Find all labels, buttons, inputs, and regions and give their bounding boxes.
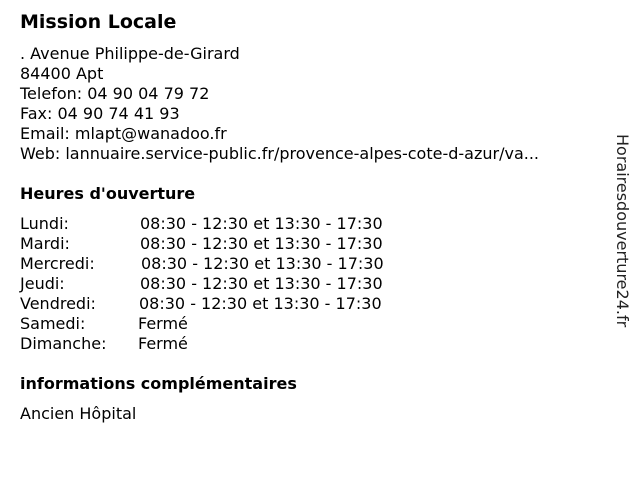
website-link: Web: lannuaire.service-public.fr/provence-alpes-cote-d-azur/va... [20,144,539,163]
additional-info-text: Ancien Hôpital [20,404,137,423]
day-label: Lundi: [20,214,69,233]
day-label: Samedi: [20,314,86,333]
day-label: Mercredi: [20,254,95,273]
opening-hours-heading: Heures d'ouverture [20,184,196,203]
hours-value: Fermé [138,334,188,353]
phone-number: Telefon: 04 90 04 79 72 [20,84,210,103]
day-label: Mardi: [20,234,70,253]
address-city: 84400 Apt [20,64,104,83]
day-label: Dimanche: [20,334,107,353]
site-watermark [612,134,632,344]
hours-value: 08:30 - 12:30 et 13:30 - 17:30 [140,274,383,293]
hours-value: Fermé [138,314,188,333]
page-title: Mission Locale [20,11,177,33]
day-label: Jeudi: [20,274,65,293]
address-street: . Avenue Philippe-de-Girard [20,44,240,63]
day-label: Vendredi: [20,294,96,313]
hours-value: 08:30 - 12:30 et 13:30 - 17:30 [140,234,383,253]
contact-block [20,44,539,164]
hours-value: 08:30 - 12:30 et 13:30 - 17:30 [140,214,383,233]
additional-info-heading: informations complémentaires [20,374,297,393]
site-watermark-text: Horairesdouverture24.fr [613,134,632,328]
fax-number: Fax: 04 90 74 41 93 [20,104,180,123]
hours-value: 08:30 - 12:30 et 13:30 - 17:30 [139,294,382,313]
hours-value: 08:30 - 12:30 et 13:30 - 17:30 [141,254,384,273]
email-address: Email: mlapt@wanadoo.fr [20,124,227,143]
